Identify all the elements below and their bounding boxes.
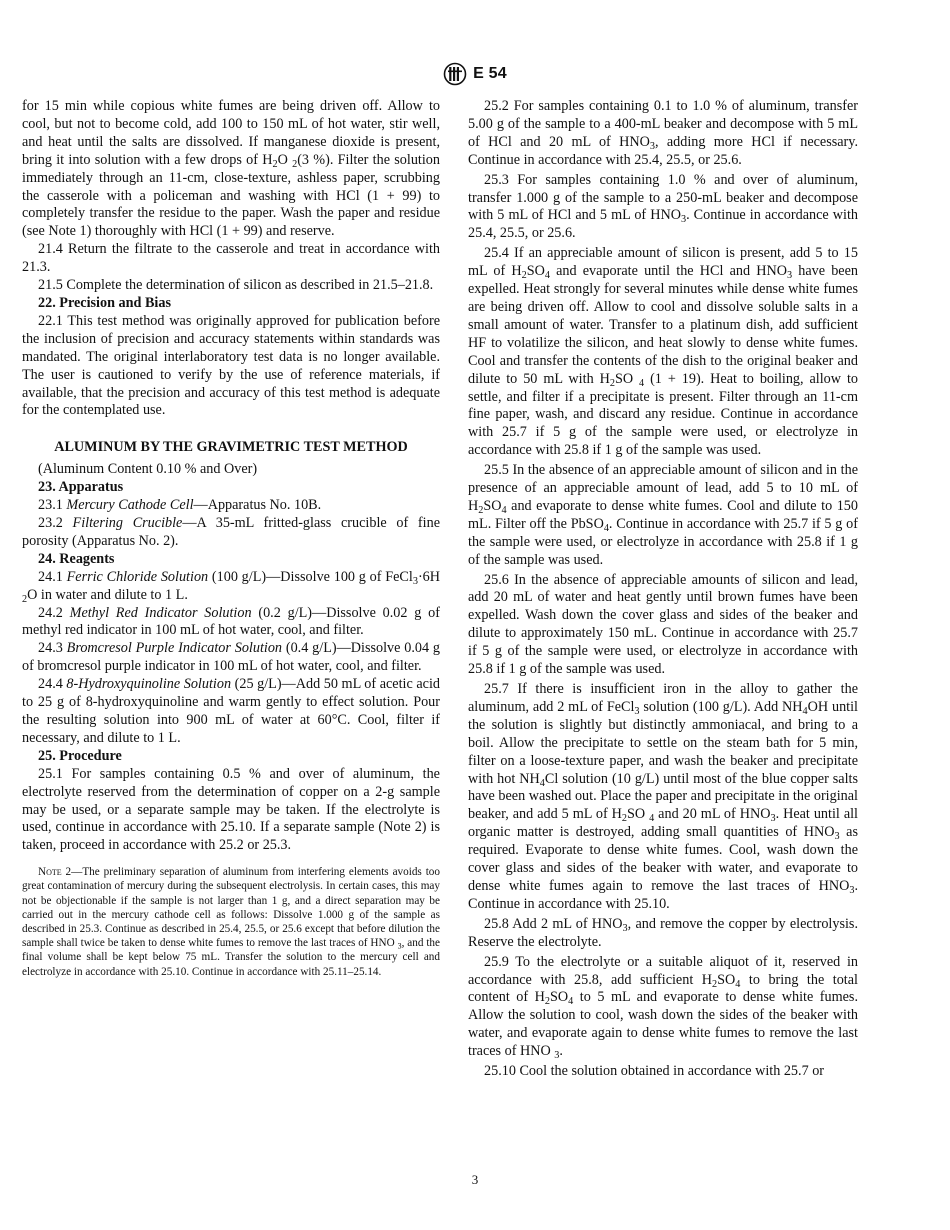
paragraph-25-3: 25.3 For samples containing 1.0 % and over of aluminum, transfer 1.000 g of the sample to a 250-mL beaker and decompose with 5 mL of HCl and 5 mL of $HNO_3$. Continue in accordance with 25.4, 25.5, or 25.6. — [468, 171, 858, 242]
paragraph-25-8: 25.8 Add 2 mL of $HNO_3$, and remove the copper by electrolysis. Reserve the electrolyte. — [468, 915, 858, 950]
paragraph-25-2: 25.2 For samples containing 0.1 to 1.0 % of aluminum, transfer 5.00 g of the sample to a 400-mL beaker and decompose with 5 mL of HCl and 20 mL of $HNO_3$, adding more HCl if necessary. Continue in accordance with 25.4, 25.5, or 25.6. — [468, 98, 858, 168]
paragraph-25-10: 25.10 Cool the solution obtained in accordance with 25.7 or — [484, 1063, 825, 1080]
paragraph-23-2: 23.2 Filtering Crucible—A 35-mL fritted-glass crucible of fine porosity (Apparatus No. 2). — [22, 515, 440, 549]
method-scope: (Aluminum Content 0.10 % and Over) — [38, 461, 258, 478]
astm-logo-icon — [443, 62, 467, 86]
paragraph-21-4: 21.4 Return the filtrate to the casserole and treat in accordance with 21.3. — [22, 241, 440, 276]
right-column — [468, 98, 858, 1081]
left-column — [22, 98, 440, 990]
section-heading-24: 24. Reagents — [38, 550, 115, 567]
document-designation: E 54 — [473, 65, 507, 82]
paragraph-25-6: 25.6 In the absence of appreciable amounts of silicon and lead, add 20 mL of water and heat gently until brown fumes have been expelled. Wash down the cover glass and sides of the beaker and dilute to approximately 150 mL. Continue in accordance with 25.7 if 5 g of the sample were used, or electrolyze in accordance with 25.8 if 1 g of the sample was used. — [468, 571, 858, 678]
note-2: Note 2—The preliminary separation of aluminum from interfering elements avoids too great contamination of mercury during the subsequent electrolysis. In certain cases, this may not be objectionable if the sample is not larger than 1 g, and a direct separation may be carried out in the mercury cathode cell as follows: Dissolve 1.000 g of the sample as described in 25.3. Continue as described in 25.4, 25.5, or 25.6 except that before dilution the sample shall twice be taken to dense white fumes to remove the last traces of HNO $_3$, and the final volume shall be kept below 75 mL. Transfer the solution to the mercury cell and electrolyze in accordance with 25.10. Continue in accordance with 25.11–25.14. — [22, 866, 440, 978]
paragraph-25-1: 25.1 For samples containing 0.5 % and over of aluminum, the electrolyte reserved from the determination of copper on a 2-g sample may be used, or a separate sample may be taken. If the electrolyte is used, continue in accordance with 25.10. If a separate sample (Note 2) is taken, proceed in accordance with 25.2 or 25.3. — [22, 765, 440, 854]
paragraph-21-3-continued: for 15 min while copious white fumes are being driven off. Allow to cool, but not to become cold, add 100 to 150 mL of hot water, stir well, and heat until the salts are dissolved. If manganese dioxide is present, bring it into solution with a few drops of $H_2O$ $_2$(3 %). Filter the solution immediately through an 11-cm, close-texture, ashless paper, scrubbing the casserole with a policeman and washing with HCl (1 + 99) to completely transfer the residue to the paper. Wash the paper and residue (see Note 1) thoroughly with HCl (1 + 99) and reserve. — [22, 98, 440, 240]
paragraph-21-5: 21.5 Complete the determination of silicon as described in 21.5–21.8. — [38, 277, 434, 294]
section-heading-23: 23. Apparatus — [38, 479, 124, 496]
paragraph-25-4: 25.4 If an appreciable amount of silicon is present, add 5 to 15 mL of $H_2SO_4$ and evaporate until the HCl and $HNO_3$ have been expelled. Heat strongly for several minutes while dense white fumes are being driven off. Allow to cool and dissolve soluble salts in a small amount of water. Transfer to a platinum dish, add sufficient HF to volatilize the silicon, and heat slowly to dense white fumes. Cool and transfer the contents of the dish to the original beaker and dilute to 50 mL with $H_2SO$ $_4$ (1 + 19). Heat to boiling, allow to settle, and filter if a precipitate is present. Filter through an 11-cm fine paper, wash, and discard any residue. Continue in accordance with 25.7 if 5 g of the sample were used, or electrolyze in accordance with 25.8 if 1 g of the sample was used. — [468, 245, 858, 459]
paragraph-23-1: 23.1 Mercury Cathode Cell—Apparatus No. 10B. — [38, 497, 322, 514]
page-header — [0, 62, 950, 86]
section-heading-25: 25. Procedure — [38, 747, 122, 764]
paragraph-24-3: 24.3 Bromcresol Purple Indicator Solution (0.4 g/L)—Dissolve 0.04 g of bromcresol purple indicator in 100 mL of hot water, cool, and filter. — [22, 640, 441, 675]
paragraph-24-4: 24.4 8-Hydroxyquinoline Solution (25 g/L)—Add 50 mL of acetic acid to 25 g of 8-hydroxyquinoline and warm gently to effect solution. Pour the resulting solution into 900 mL of water at 60°C. Cool, filter if necessary, and dilute to 1 L. — [22, 676, 441, 746]
page-number: 3 — [471, 1172, 479, 1187]
paragraph-25-9: 25.9 To the electrolyte or a suitable aliquot of it, reserved in accordance with 25.8, add sufficient $H_2SO_4$ to bring the total content of $H_2SO_4$ to 5 mL and evaporate to dense white fumes. Allow the solution to cool, wash down the sides of the beaker with water, and evaporate again to dense white fumes to remove the last traces of HNO $_3$. — [468, 953, 858, 1061]
paragraph-25-5: 25.5 In the absence of an appreciable amount of silicon and in the presence of an appreciable amount of lead, add 5 to 10 mL of $H_2SO_4$ and evaporate to dense white fumes. Cool and dilute to 150 mL. Filter off the PbSO$_4$. Continue in accordance with 25.7 if 5 g of the sample were used, or electrolyze in accordance with 25.8 if 1 g of the sample was used. — [468, 462, 858, 568]
paragraph-22-1: 22.1 This test method was originally approved for publication before the inclusion of precision and accuracy statements within standards was mandated. The original interlaboratory test data is no longer available. The user is cautioned to verify by the use of reference materials, if available, that the precision and accuracy of this test method is adequate for the contemplated use. — [22, 312, 440, 419]
paragraph-25-7: 25.7 If there is insufficient iron in the alloy to gather the aluminum, add 2 mL of FeCl$_3$ solution (100 g/L). Add $NH_4OH$ until the solution is slightly but distinctly ammoniacal, and bring to a boil. Allow the precipitate to settle on the steam bath for 5 min, filter on a loose-texture paper, and wash the beaker and precipitate with hot $NH_4Cl$ solution (10 g/L) until most of the blue copper salts have been washed out. Place the paper and precipitate in the original beaker, and add 5 mL of $H_2SO$ $_4$ and 20 mL of $HNO_3$. Heat until all organic matter is destroyed, adding small quantities of $HNO_3$ as required. Evaporate to dense white fumes. Cool, wash down the cover glass and sides of the beaker with water, and evaporate to dense white fumes again to remove the last traces of $HNO_3$. Continue in accordance with 25.10. — [468, 681, 859, 912]
paragraph-24-1: 24.1 Ferric Chloride Solution (100 g/L)—Dissolve 100 g of FeCl$_3$·6H $_2$O in water and dilute to 1 L. — [22, 568, 441, 605]
method-title: ALUMINUM BY THE GRAVIMETRIC TEST METHOD — [54, 439, 408, 456]
section-heading-22: 22. Precision and Bias — [38, 294, 171, 311]
paragraph-24-2: 24.2 Methyl Red Indicator Solution (0.2 g/L)—Dissolve 0.02 g of methyl red indicator in 100 mL of hot water, cool, and filter. — [22, 604, 440, 639]
